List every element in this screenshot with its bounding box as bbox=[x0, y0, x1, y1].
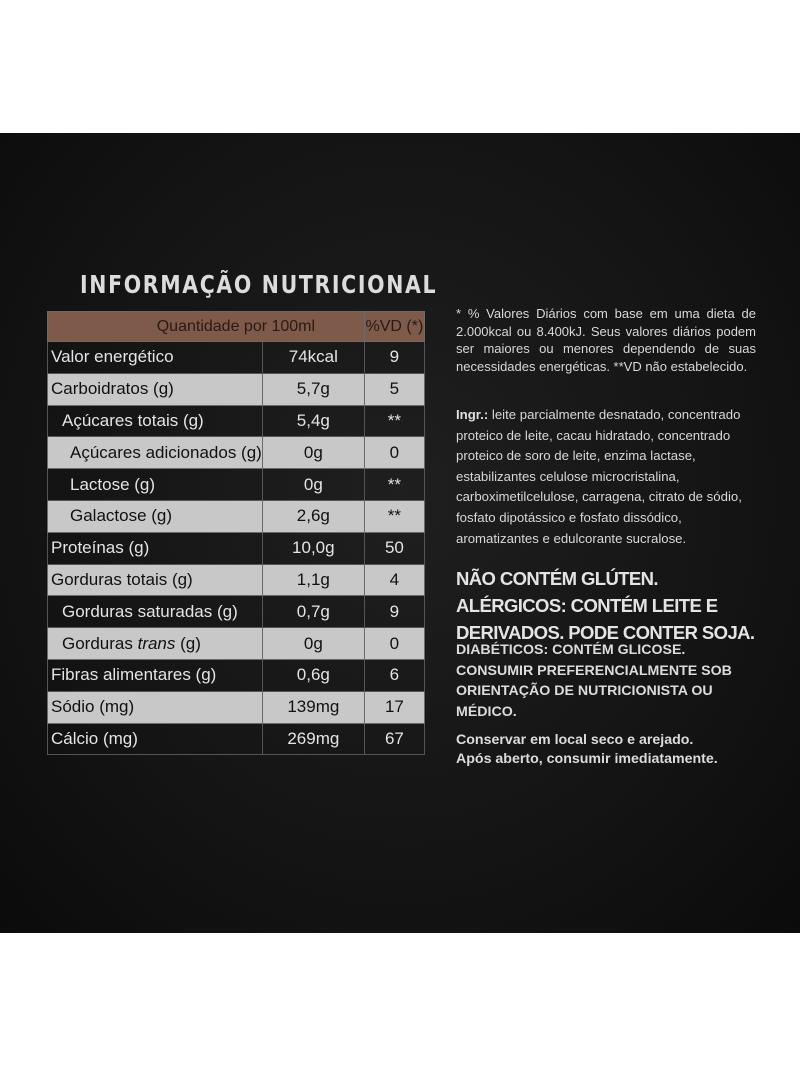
row-vd: 0 bbox=[364, 628, 424, 660]
row-name: Açúcares adicionados (g) bbox=[48, 437, 263, 469]
row-name: Gorduras totais (g) bbox=[48, 564, 263, 596]
table-row bbox=[48, 691, 425, 723]
row-vd: ** bbox=[364, 469, 424, 501]
row-qty: 0g bbox=[262, 437, 364, 469]
table-row bbox=[48, 723, 425, 755]
table-row bbox=[48, 628, 425, 660]
row-qty: 74kcal bbox=[262, 342, 364, 374]
row-qty: 0g bbox=[262, 469, 364, 501]
row-vd: 67 bbox=[364, 723, 424, 755]
row-qty: 1,1g bbox=[262, 564, 364, 596]
row-vd: 0 bbox=[364, 437, 424, 469]
diabetic-warning: DIABÉTICOS: CONTÉM GLICOSE. CONSUMIR PREFERENCIALMENTE SOB ORIENTAÇÃO DE NUTRICIONISTA OU MÉDICO. bbox=[456, 642, 732, 720]
row-name: Sódio (mg) bbox=[48, 691, 263, 723]
row-name: Carboidratos (g) bbox=[48, 373, 263, 405]
table-row bbox=[48, 500, 425, 532]
row-qty: 5,7g bbox=[262, 373, 364, 405]
table-row bbox=[48, 564, 425, 596]
table-row bbox=[48, 469, 425, 501]
storage-line-1: Conservar em local seco e arejado. bbox=[456, 732, 694, 748]
storage-line-2: Após aberto, consumir imediatamente. bbox=[456, 751, 718, 767]
table-row bbox=[48, 659, 425, 691]
row-name: Galactose (g) bbox=[48, 500, 263, 532]
row-vd: 9 bbox=[364, 342, 424, 374]
row-name: Lactose (g) bbox=[48, 469, 263, 501]
row-qty: 269mg bbox=[262, 723, 364, 755]
row-vd: 50 bbox=[364, 532, 424, 564]
row-name: Proteínas (g) bbox=[48, 532, 263, 564]
row-vd: 9 bbox=[364, 596, 424, 628]
row-qty: 0g bbox=[262, 628, 364, 660]
vd-header: %VD (*) bbox=[364, 312, 424, 342]
row-vd: 4 bbox=[364, 564, 424, 596]
row-name-prefix: Gorduras bbox=[62, 633, 138, 653]
table-row bbox=[48, 596, 425, 628]
row-name-suffix: (g) bbox=[175, 633, 201, 653]
nutrition-title: INFORMAÇÃO NUTRICIONAL bbox=[80, 270, 438, 299]
row-name: Fibras alimentares (g) bbox=[48, 659, 263, 691]
row-name: Açúcares totais (g) bbox=[48, 405, 263, 437]
row-name: Gorduras saturadas (g) bbox=[48, 596, 263, 628]
row-qty: 0,7g bbox=[262, 596, 364, 628]
row-vd: 17 bbox=[364, 691, 424, 723]
row-name-italic: trans bbox=[137, 633, 176, 653]
row-vd: ** bbox=[364, 405, 424, 437]
row-name bbox=[48, 628, 263, 660]
row-qty: 0,6g bbox=[262, 659, 364, 691]
table-row bbox=[48, 532, 425, 564]
row-qty: 2,6g bbox=[262, 500, 364, 532]
row-vd: 6 bbox=[364, 659, 424, 691]
row-name: Valor energético bbox=[48, 342, 263, 374]
row-vd: 5 bbox=[364, 373, 424, 405]
table-row bbox=[48, 437, 425, 469]
row-qty: 10,0g bbox=[262, 532, 364, 564]
table-row bbox=[48, 342, 425, 374]
row-name: Cálcio (mg) bbox=[48, 723, 263, 755]
nutrition-table bbox=[47, 311, 425, 755]
portion-header: Quantidade por 100ml bbox=[48, 312, 365, 342]
allergy-warning: NÃO CONTÉM GLÚTEN. ALÉRGICOS: CONTÉM LEITE E DERIVADOS. PODE CONTER SOJA. bbox=[456, 568, 755, 643]
storage-instructions bbox=[456, 731, 756, 769]
table-row bbox=[48, 373, 425, 405]
row-vd: ** bbox=[364, 500, 424, 532]
table-row bbox=[48, 405, 425, 437]
ingredients bbox=[456, 405, 756, 549]
daily-value-note: * % Valores Diários com base em uma dieta de 2.000kcal ou 8.400kJ. Seus valores diários podem ser maiores ou menores dependendo de suas necessidades energéticas. **VD não estabelecido. bbox=[456, 306, 756, 374]
ingredients-text: leite parcialmente desnatado, concentrado proteico de leite, cacau hidratado, concentrado proteico de soro de leite, enzima lactase, estabilizantes celulose microcristalina, carboximetilcelulose, carragena, citrato de sódio, fosfato dipotássico e fosfato dissódico, aromatizantes e edulcorante sucralose. bbox=[456, 407, 742, 546]
ingredients-label: Ingr.: bbox=[456, 407, 489, 422]
row-qty: 5,4g bbox=[262, 405, 364, 437]
row-qty: 139mg bbox=[262, 691, 364, 723]
table-header bbox=[48, 312, 425, 342]
